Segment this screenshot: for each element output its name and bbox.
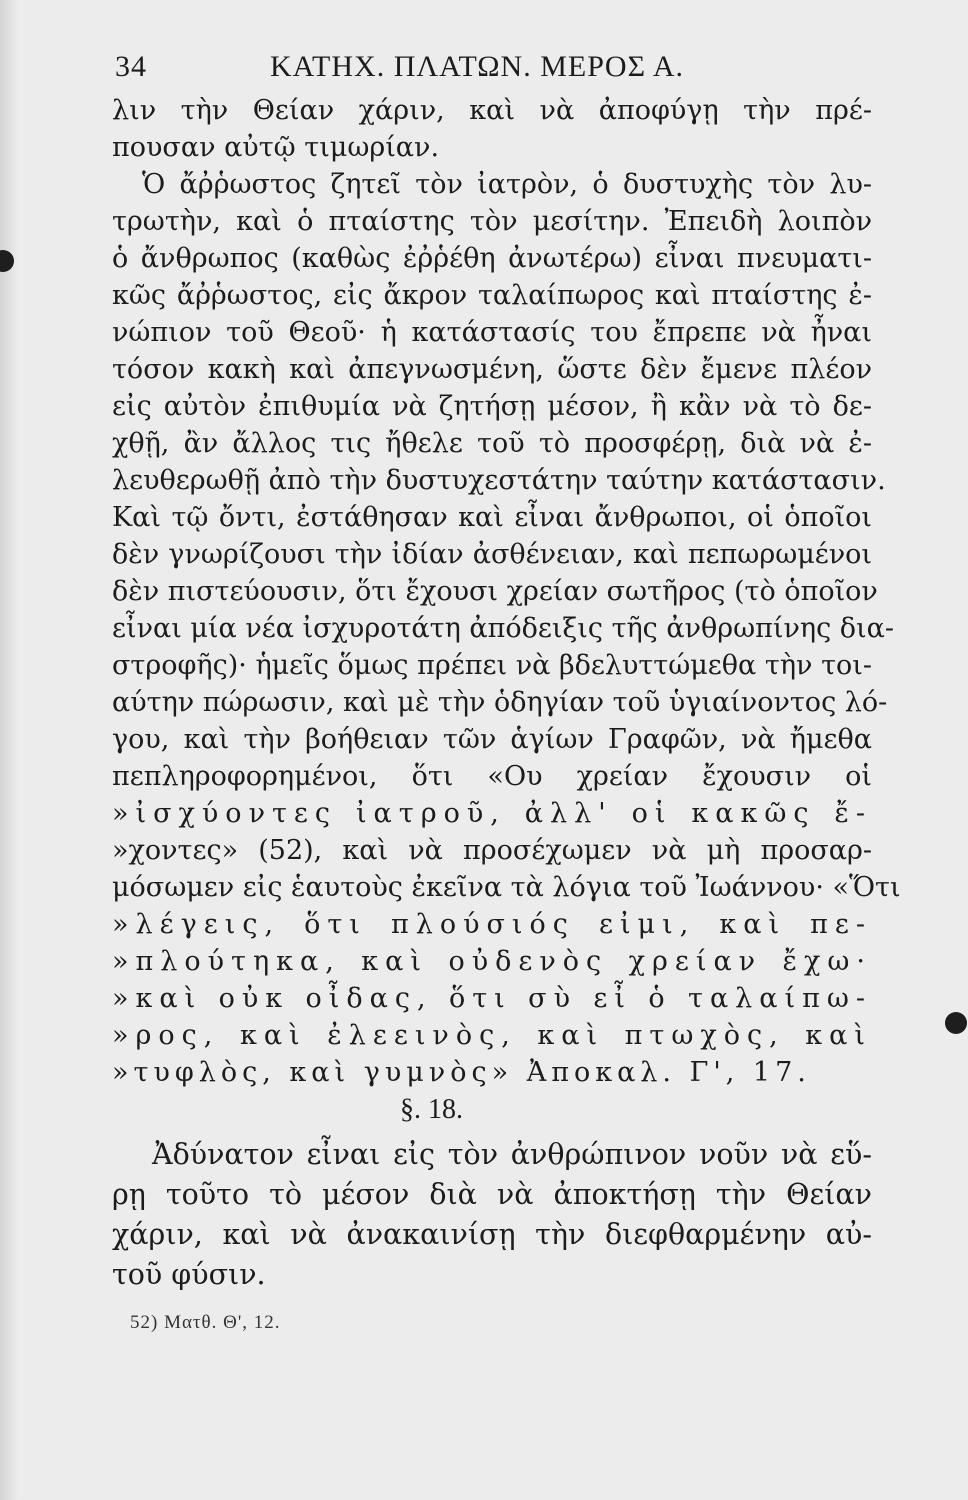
page-number: 34 [115,50,147,83]
page-edge-shadow [0,0,18,1500]
text-line: Ἀδύνατον εἶναι εἰς τὸν ἀνθρώπινον νοῦν νὰ εὕ- [152,1138,872,1171]
text-line: δὲν πιστεύουσιν, ὅτι ἔχουσι χρείαν σωτῆρος (τὸ ὁποῖον [112,576,878,607]
text-line: γου, καὶ τὴν βοήθειαν τῶν ἁγίων Γραφῶν, νὰ ἤμεθα [112,724,872,755]
text-line: τοῦ φύσιν. [112,1258,266,1291]
text-line: εἰς αὐτὸν ἐπιθυμία νὰ ζητήσῃ μέσον, ἢ κἂν νὰ τὸ δε- [112,391,872,422]
quote-line: »λέγεις, ὅτι πλούσιός εἰμι, καὶ πε- [112,909,872,940]
text-line: δὲν γνωρίζουσι τὴν ἰδίαν ἀσθένειαν, καὶ πεπωρωμένοι [112,539,872,570]
quote-line: »χοντες» (52), καὶ νὰ προσέχωμεν νὰ μὴ προσαρ- [112,835,872,866]
page-body [112,92,901,1295]
text-line: τόσον κακὴ καὶ ἀπεγνωσμένη, ὥστε δὲν ἔμενε πλέον [112,354,872,385]
quote-line: »τυφλὸς, καὶ γυμνὸς» Ἀποκαλ. Γ', 17. [112,1057,811,1088]
quote-line: πεπληροφορημένοι, ὅτι «Ου χρείαν ἔχουσιν οἱ [112,761,872,792]
text-line: ρῃ τοῦτο τὸ μέσον διὰ νὰ ἀποκτήσῃ τὴν Θείαν [112,1178,872,1211]
section-heading: §. 18. [400,1094,463,1125]
text-line: στροφῆς)· ἡμεῖς ὅμως πρέπει νὰ βδελυττώμεθα τὴν τοι- [112,650,872,681]
text-line: Καὶ τῷ ὄντι, ἐστάθησαν καὶ εἶναι ἄνθρωποι, οἱ ὁποῖοι [112,502,872,533]
text-line: Ὁ ἄῤῥωστος ζητεῖ τὸν ἰατρὸν, ὁ δυστυχὴς τὸν λυ- [142,169,872,200]
quote-line: »καὶ οὐκ οἶδας, ὅτι σὺ εἶ ὁ ταλαίπω- [112,983,872,1014]
paragraph-1 [112,92,901,1091]
running-title: ΚΑΤΗΧ. ΠΛΑΤΩΝ. ΜΕΡΟΣ Α. [270,50,685,83]
text-line: κῶς ἄῤῥωστος, εἰς ἄκρον ταλαίπωρος καὶ πταίστης ἐ- [112,280,872,311]
text-line: εἶναι μία νέα ἰσχυροτάτη ἀπόδειξις τῆς ἀνθρωπίνης δια- [112,613,894,644]
quote-line: »ρος, καὶ ἐλεεινὸς, καὶ πτωχὸς, καὶ [112,1020,872,1051]
text-line: μόσωμεν εἰς ἑαυτοὺς ἐκεῖνα τὰ λόγια τοῦ Ἰωάννου· «Ὅτι [112,872,901,903]
text-line: λευθερωθῇ ἀπὸ τὴν δυστυχεστάτην ταύτην κατάστασιν. [112,465,886,496]
text-line: νώπιον τοῦ Θεοῦ· ἡ κατάστασίς του ἔπρεπε νὰ ἦναι [112,317,872,348]
text-line: πουσαν αὐτῷ τιμωρίαν. [112,132,440,163]
page-header [115,50,855,90]
text-line: λιν τὴν Θείαν χάριν, καὶ νὰ ἀποφύγῃ τὴν πρέ- [112,95,872,126]
text-line: ὁ ἄνθρωπος (καθὼς ἐῤῥέθη ἀνωτέρω) εἶναι πνευματι- [112,243,872,274]
paragraph-2 [112,1135,872,1295]
binding-hole-mark [945,1012,967,1034]
quote-line: »πλούτηκα, καὶ οὐδενὸς χρείαν ἔχω· [112,946,872,977]
text-line: χθῇ, ἂν ἄλλος τις ἤθελε τοῦ τὸ προσφέρῃ, διὰ νὰ ἐ- [112,428,872,459]
footnote: 52) Ματθ. Θ', 12. [130,1312,281,1333]
text-line: τρωτὴν, καὶ ὁ πταίστης τὸν μεσίτην. Ἐπειδὴ λοιπὸν [112,206,872,237]
quote-line: »ἰσχύοντες ἰατροῦ, ἀλλ' οἱ κακῶς ἔ- [112,798,872,829]
text-line: αύτην πώρωσιν, καὶ μὲ τὴν ὁδηγίαν τοῦ ὑγιαίνοντος λό- [112,687,888,718]
text-line: χάριν, καὶ νὰ ἀνακαινίσῃ τὴν διεφθαρμένην αὐ- [112,1218,872,1251]
